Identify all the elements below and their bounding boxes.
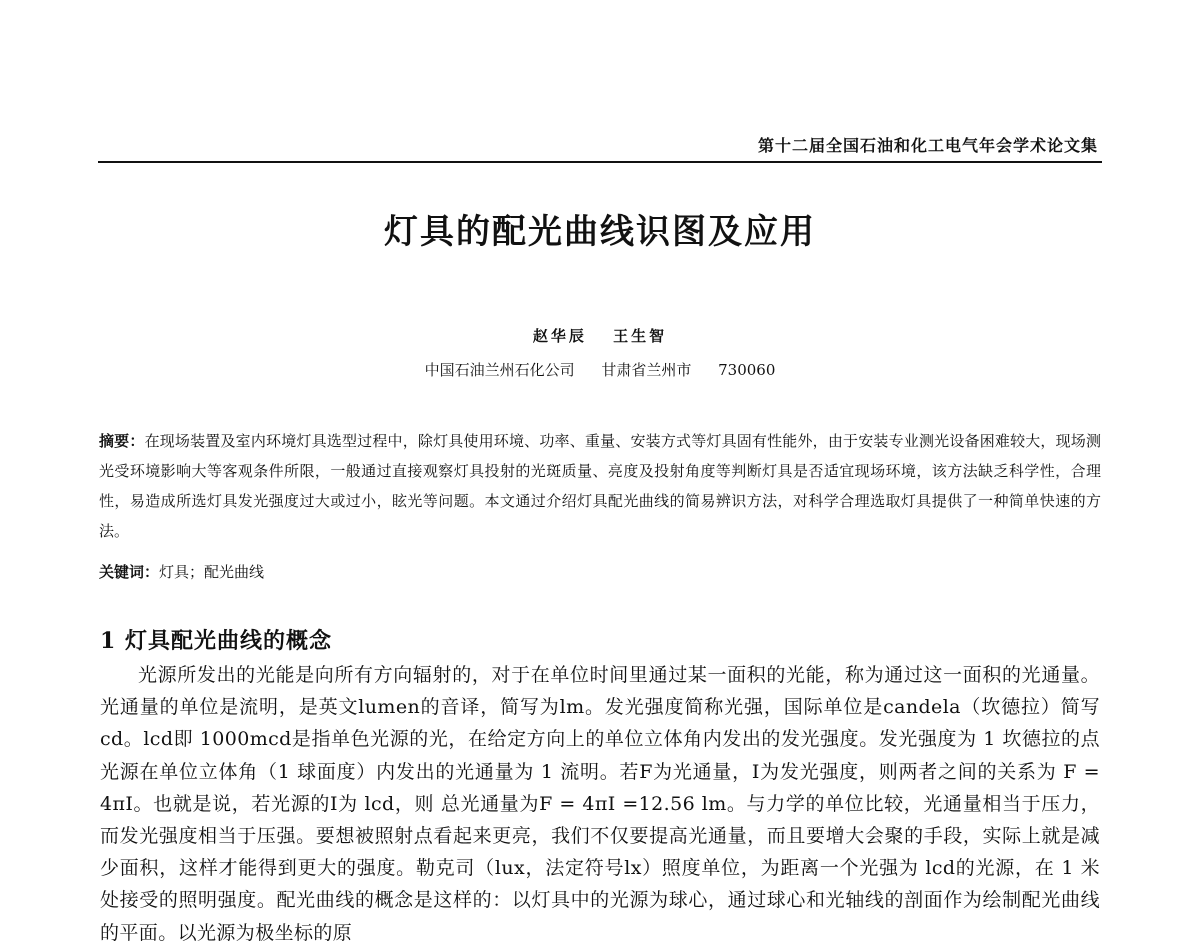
header-rule [98,161,1102,163]
paper-title: 灯具的配光曲线识图及应用 [384,212,816,252]
authors: 赵华辰 王生智 [532,327,668,345]
keywords [99,561,1101,582]
abstract [99,426,1101,546]
abstract-text: 在现场装置及室内环境灯具选型过程中，除灯具使用环境、功率、重量、安装方式等灯具固有性能外，由于安装专业测光设备困难较大，现场测光受环境影响大等客观条件所限，一般通过直接观察灯具投射的光斑质量、亮度及投射角度等判断灯具是否适宜现场环境，该方法缺乏科学性，合理性，易造成所选灯具发光强度过大或过小，眩光等问题。本文通过介绍灯具配光曲线的简易辨识方法，对科学合理选取灯具提供了一种简单快速的方法。 [99,432,1101,540]
abstract-label: 摘要： [99,432,145,450]
keywords-text: 灯具；配光曲线 [159,563,265,581]
running-header: 第十二届全国石油和化工电气年会学术论文集 [757,136,1098,155]
affiliation: 中国石油兰州石化公司 甘肃省兰州市 730060 [424,361,776,379]
section-body-paragraph: 光源所发出的光能是向所有方向辐射的，对于在单位时间里通过某一面积的光能，称为通过这一面积的光通量。光通量的单位是流明，是英文lumen的音译，简写为lm。发光强度简称光强，国际单位是candela（坎德拉）简写cd。lcd即 1000mcd是指单色光源的光，在给定方向上的单位立体角内发出的发光强度。发光强度为 1 坎德拉的点光源在单位立体角（1 球面度）内发出的光通量为 1 流明。若F为光通量，I为发光强度，则两者之间的关系为 F = 4πI。也就是说，若光源的I为 lcd，则 总光通量为F = 4πI =12.56 lm。与力学的单位比较，光通量相当于压力，而发光强度相当于压强。要想被照射点看起来更亮，我们不仅要提高光通量，而且要增大会聚的手段，实际上就是减少面积，这样才能得到更大的强度。勒克司（lux，法定符号lx）照度单位，为距离一个光强为 lcd的光源，在 1 米处接受的照明强度。配光曲线的概念是这样的：以灯具中的光源为球心，通过球心和光轴线的剖面作为绘制配光曲线的平面。以光源为极坐标的原 [100,664,1100,944]
section-heading: 1 灯具配光曲线的概念 [100,628,332,654]
keywords-label: 关键词： [99,563,160,581]
